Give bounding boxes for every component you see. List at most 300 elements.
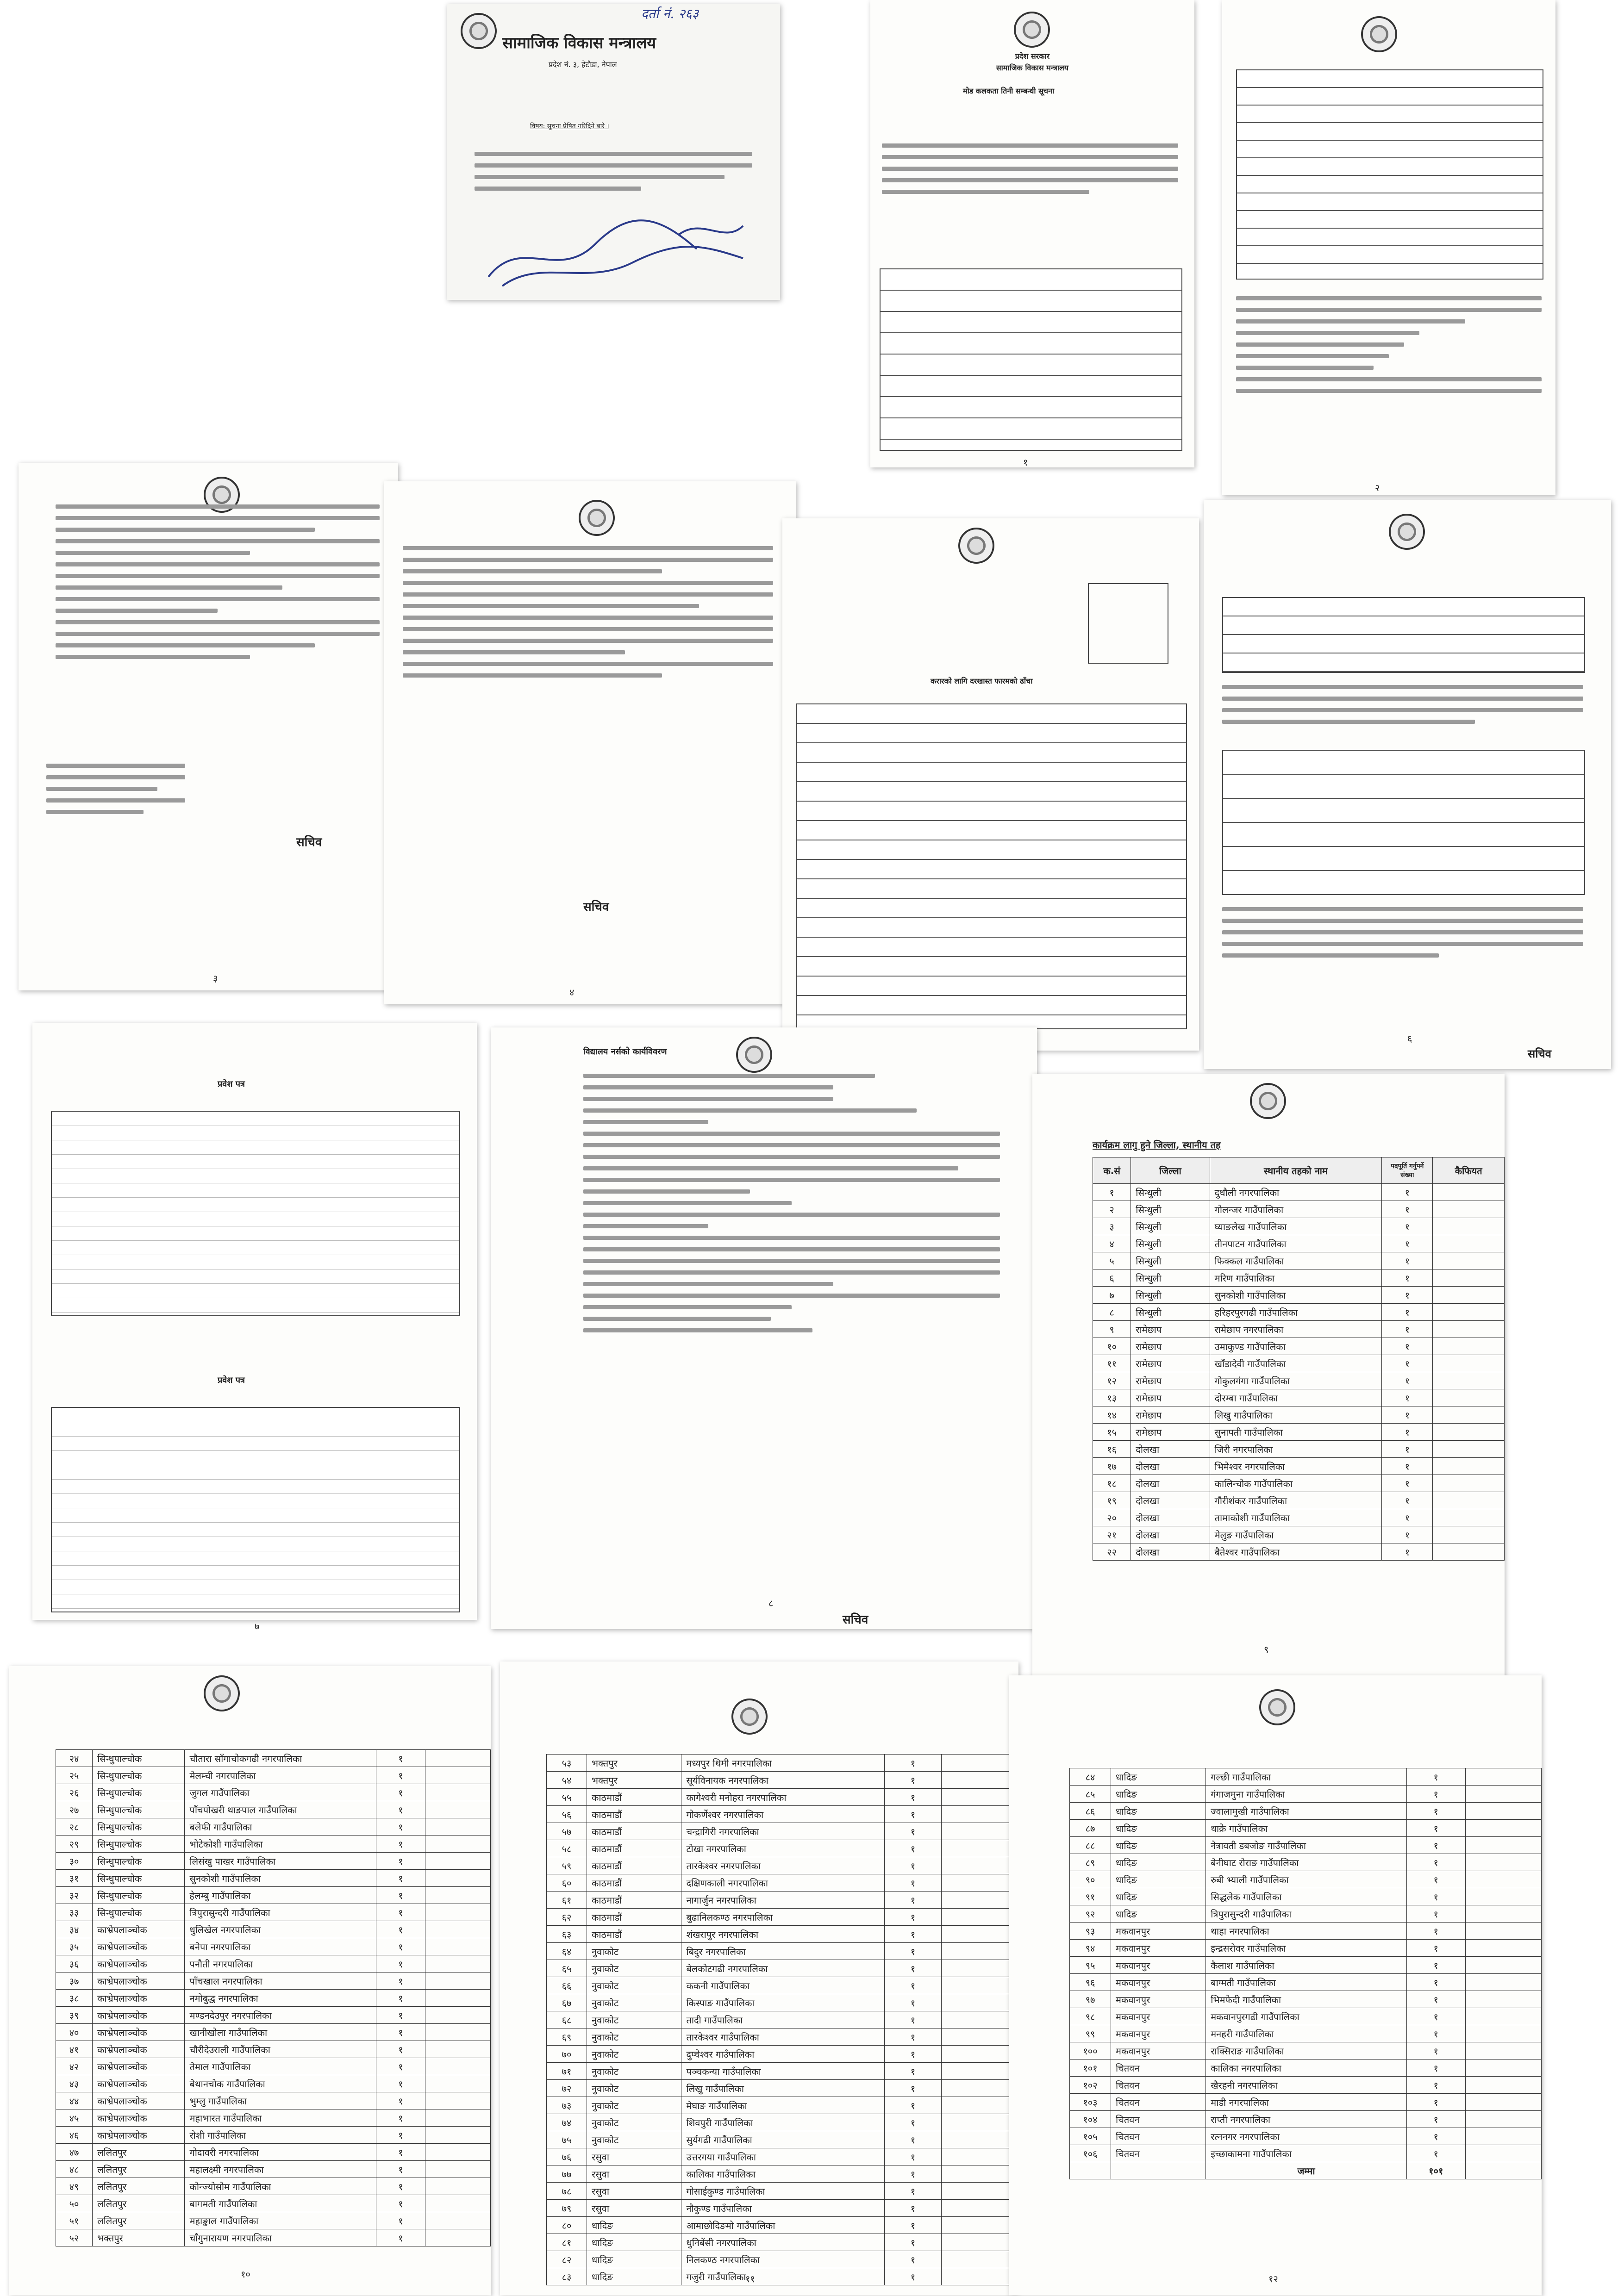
cell-district: काठमाडौं [587, 1789, 681, 1806]
cell-count: १ [1382, 1389, 1433, 1406]
cell-count: १ [1406, 1803, 1465, 1820]
table-row [1093, 1321, 1505, 1338]
cell-remarks [941, 2251, 1018, 2268]
cell-local-level: गजुरी गाउँपालिका [681, 2268, 885, 2285]
cell-remarks [425, 2075, 491, 2092]
cell-sn: ९ [1093, 1321, 1131, 1338]
cell-sn: ६८ [547, 2011, 587, 2028]
cell-remarks [941, 2114, 1018, 2131]
cell-local-level: बुढानिलकण्ठ नगरपालिका [681, 1909, 885, 1926]
cell-remarks [1465, 1854, 1541, 1871]
nepal-emblem-icon [958, 528, 994, 564]
signature-caption: सचिव [296, 835, 322, 849]
cell-count: १ [885, 1909, 942, 1926]
table-row [1093, 1406, 1505, 1424]
cell-local-level: उमाकुण्ड गाउँपालिका [1210, 1338, 1382, 1355]
cell-count: १ [1382, 1355, 1433, 1372]
cell-count: १ [1382, 1338, 1433, 1355]
cell-local-level: पञ्चकन्या गाउँपालिका [681, 2063, 885, 2080]
cell-remarks [425, 1801, 491, 1818]
cell-count: १ [885, 2183, 942, 2200]
cell-sn: ९४ [1070, 1940, 1111, 1957]
cell-district: धादिङ [1111, 1888, 1206, 1905]
cell-district: भक्तपुर [587, 1772, 681, 1789]
cell-remarks [941, 2165, 1018, 2183]
cell-district: सिन्धुपाल्चोक [93, 1887, 185, 1904]
cell-sn: ९९ [1070, 2025, 1111, 2042]
cell-count: १ [376, 1836, 425, 1853]
cell-count: १ [1406, 2077, 1465, 2094]
cell-local-level: बेनीघाट रोराङ गाउँपालिका [1206, 1854, 1407, 1871]
cell-district: सिन्धुली [1131, 1201, 1210, 1218]
cell-local-level: रुबी भ्याली गाउँपालिका [1206, 1871, 1407, 1888]
cell-district: सिन्धुली [1131, 1269, 1210, 1287]
cell-district: सिन्धुली [1131, 1287, 1210, 1304]
cell-sn: २७ [56, 1801, 93, 1818]
cell-district: काठमाडौं [587, 1857, 681, 1874]
table-row [547, 1823, 1018, 1840]
cell-local-level: चाँगुनारायण नगरपालिका [185, 2229, 376, 2246]
table-row [547, 2165, 1018, 2183]
cell-local-level: कागेश्वरी मनोहरा नगरपालिका [681, 1789, 885, 1806]
cell-sn: २० [1093, 1509, 1131, 1526]
cell-local-level: इन्द्रसरोवर गाउँपालिका [1206, 1940, 1407, 1957]
cell-district: सिन्धुपाल्चोक [93, 1818, 185, 1836]
page-number: ८ [768, 1598, 774, 1609]
cell-local-level: तीनपाटन गाउँपालिका [1210, 1235, 1382, 1252]
cell-district: नुवाकोट [587, 1960, 681, 1977]
table-row [56, 2229, 491, 2246]
table-row [1070, 1786, 1542, 1803]
cell-district: रामेछाप [1131, 1321, 1210, 1338]
cell-local-level: दक्षिणकाली नगरपालिका [681, 1874, 885, 1892]
cell-local-level: भुम्लु गाउँपालिका [185, 2092, 376, 2109]
cell-count: १ [1406, 1888, 1465, 1905]
table-row [1093, 1389, 1505, 1406]
cell-remarks [1433, 1492, 1505, 1509]
district-list-page-12 [1009, 1675, 1542, 2296]
cell-sn: ४३ [56, 2075, 93, 2092]
table-row [547, 2234, 1018, 2251]
district-table [1093, 1157, 1505, 1561]
cell-local-level: खाँडादेवी गाउँपालिका [1210, 1355, 1382, 1372]
cell-local-level: कालिन्चोक गाउँपालिका [1210, 1475, 1382, 1492]
table-row [547, 2114, 1018, 2131]
cell-remarks [941, 2011, 1018, 2028]
cell-count: १ [1406, 2060, 1465, 2077]
table-row [547, 2148, 1018, 2165]
page-number: ४ [569, 987, 575, 998]
cell-count: १ [376, 1921, 425, 1938]
cell-local-level: गल्छी गाउँपालिका [1206, 1768, 1407, 1786]
cell-sn: ३६ [56, 1955, 93, 1972]
cell-remarks [941, 2097, 1018, 2114]
cell-remarks [425, 2161, 491, 2178]
cell-sn: ५४ [547, 1772, 587, 1789]
cell-sn: ५२ [56, 2229, 93, 2246]
cell-sn: ९३ [1070, 1923, 1111, 1940]
cell-district: मकवानपुर [1111, 2042, 1206, 2060]
cell-sn: १०४ [1070, 2111, 1111, 2128]
cell-district: भक्तपुर [587, 1755, 681, 1772]
cell-local-level: सूर्यविनायक नगरपालिका [681, 1772, 885, 1789]
cell-district: काभ्रेपलाञ्चोक [93, 2007, 185, 2024]
cell-sn: १०६ [1070, 2145, 1111, 2162]
cell-district: धादिङ [587, 2268, 681, 2285]
page-number: १२ [1268, 2273, 1278, 2284]
cell-count: १ [1382, 1321, 1433, 1338]
cell-remarks [425, 1853, 491, 1870]
table-row [547, 1943, 1018, 1960]
table-row [56, 2127, 491, 2144]
cell-remarks [1433, 1424, 1505, 1441]
cell-sn: ५६ [547, 1806, 587, 1823]
cell-remarks [1465, 1974, 1541, 1991]
cell-sn: ३८ [56, 1990, 93, 2007]
cell-remarks [1433, 1372, 1505, 1389]
table-total-row [1070, 2162, 1542, 2179]
cell-district: रामेछाप [1131, 1406, 1210, 1424]
cell-sn: ९० [1070, 1871, 1111, 1888]
cell-sn: ५९ [547, 1857, 587, 1874]
cell-district: नुवाकोट [587, 2028, 681, 2046]
cell-sn: २९ [56, 1836, 93, 1853]
cell-local-level: बनेपा नगरपालिका [185, 1938, 376, 1955]
cell-count: १ [885, 1874, 942, 1892]
cell-count: १ [1382, 1441, 1433, 1458]
cell-district: ललितपुर [93, 2178, 185, 2195]
cell-local-level: बागमती गाउँपालिका [185, 2195, 376, 2212]
cell-sn: ८२ [547, 2251, 587, 2268]
cell-remarks [425, 1870, 491, 1887]
table-row [547, 2268, 1018, 2285]
cell-sn: ३५ [56, 1938, 93, 1955]
cell-local-level: तारकेश्वर गाउँपालिका [681, 2028, 885, 2046]
cell-count: १ [1406, 1871, 1465, 1888]
table-row [1070, 1854, 1542, 1871]
table-row [1093, 1509, 1505, 1526]
cell-local-level: रत्ननगर नगरपालिका [1206, 2128, 1407, 2145]
cell-local-level: पनौती नगरपालिका [185, 1955, 376, 1972]
cell-local-level: लिसंखु पाखर गाउँपालिका [185, 1853, 376, 1870]
cell-sn: १५ [1093, 1424, 1131, 1441]
cell-sn: २१ [1093, 1526, 1131, 1543]
cell-sn: १४ [1093, 1406, 1131, 1424]
table-row [56, 2195, 491, 2212]
cell-remarks [425, 1784, 491, 1801]
cell-count: १ [376, 1990, 425, 2007]
cell-sn: ८४ [1070, 1768, 1111, 1786]
cell-remarks [425, 2212, 491, 2229]
cell-district: धादिङ [587, 2251, 681, 2268]
cell-remarks [1433, 1321, 1505, 1338]
cell-count: १ [376, 2144, 425, 2161]
cell-remarks [425, 2144, 491, 2161]
cell-district: काभ्रेपलाञ्चोक [93, 1955, 185, 1972]
cell-sn: ५८ [547, 1840, 587, 1857]
letter-office-title: सामाजिक विकास मन्त्रालय [502, 34, 656, 52]
cell-count: १ [885, 2165, 942, 2183]
table-row [547, 1806, 1018, 1823]
table-row [547, 1874, 1018, 1892]
cell-count: १ [885, 2063, 942, 2080]
cell-sn: २६ [56, 1784, 93, 1801]
cell-count: १ [885, 1892, 942, 1909]
cell-local-level: उत्तरगया गाउँपालिका [681, 2148, 885, 2165]
cell-district: नुवाकोट [587, 2063, 681, 2080]
cell-local-level: धुनिबेंसी नगरपालिका [681, 2234, 885, 2251]
cell-local-level: तारकेश्वर नगरपालिका [681, 1857, 885, 1874]
cell-local-level: राक्सिराङ गाउँपालिका [1206, 2042, 1407, 2060]
cell-local-level: बेथानचोक गाउँपालिका [185, 2075, 376, 2092]
cell-local-level: नमोबुद्ध नगरपालिका [185, 1990, 376, 2007]
cell-sn: २ [1093, 1201, 1131, 1218]
table-row [1070, 2025, 1542, 2042]
nepal-emblem-icon [731, 1699, 768, 1735]
cell-sn: ३० [56, 1853, 93, 1870]
table-row [547, 2131, 1018, 2148]
cell-count: १ [1382, 1304, 1433, 1321]
cell-sn: ९७ [1070, 1991, 1111, 2008]
cell-remarks [1465, 2025, 1541, 2042]
ministry-label: सामाजिक विकास मन्त्रालय [996, 63, 1069, 72]
signature-table [1222, 750, 1585, 895]
cell-local-level: ककनी गाउँपालिका [681, 1977, 885, 1994]
cell-remarks [1433, 1543, 1505, 1561]
cell-local-level: त्रिपुरासुन्दरी गाउँपालिका [185, 1904, 376, 1921]
cell-district: धादिङ [1111, 1820, 1206, 1837]
cell-sn: ६ [1093, 1269, 1131, 1287]
table-row [547, 1840, 1018, 1857]
cell-local-level: चौतारा साँगाचोकगढी नगरपालिका [185, 1750, 376, 1767]
table-row [56, 1972, 491, 1990]
cell-remarks [1433, 1509, 1505, 1526]
table-row [547, 2251, 1018, 2268]
table-row [1070, 2111, 1542, 2128]
cell-count: १ [376, 2058, 425, 2075]
cell-count: १ [376, 2178, 425, 2195]
cell-district: ललितपुर [93, 2161, 185, 2178]
cell-sn: ५५ [547, 1789, 587, 1806]
table-row [1093, 1492, 1505, 1509]
cell-sn: ६२ [547, 1909, 587, 1926]
table-row [547, 1857, 1018, 1874]
table-row [56, 1887, 491, 1904]
table-row [1070, 2042, 1542, 2060]
cell-district: मकवानपुर [1111, 2008, 1206, 2025]
cell-remarks [425, 2195, 491, 2212]
cell-district: ललितपुर [93, 2195, 185, 2212]
cell-count: १ [376, 2109, 425, 2127]
cell-local-level: नागार्जुन नगरपालिका [681, 1892, 885, 1909]
cell-count: १ [885, 2234, 942, 2251]
cell-local-level: धुलिखेल नगरपालिका [185, 1921, 376, 1938]
table-row [56, 2092, 491, 2109]
cell-sn: ३३ [56, 1904, 93, 1921]
cell-sn: ५० [56, 2195, 93, 2212]
cell-sn: ६५ [547, 1960, 587, 1977]
cell-district: ललितपुर [93, 2212, 185, 2229]
cell-count: १ [885, 2097, 942, 2114]
application-form-page [782, 518, 1199, 1051]
cell-district: सिन्धुली [1131, 1218, 1210, 1235]
cell-local-level: इच्छाकामना गाउँपालिका [1206, 2145, 1407, 2162]
cell-sn: ३१ [56, 1870, 93, 1887]
notice-page-2 [1222, 0, 1555, 495]
cell-local-level: बलेफी गाउँपालिका [185, 1818, 376, 1836]
cell-count: १ [376, 1938, 425, 1955]
cell-remarks [1433, 1338, 1505, 1355]
cell-count: १ [376, 2041, 425, 2058]
table-row [1070, 1820, 1542, 1837]
cell-local-level: गोकर्णेश्वर नगरपालिका [681, 1806, 885, 1823]
cell-sn: ६३ [547, 1926, 587, 1943]
handwritten-stamp-number: दर्ता नं. २६३ [641, 6, 699, 21]
cell-district: भक्तपुर [93, 2229, 185, 2246]
nepal-emblem-icon [736, 1037, 772, 1073]
letter-subject: विषय: सूचना प्रेषित गरिदिने बारे । [530, 123, 609, 130]
cell-sn: ७३ [547, 2097, 587, 2114]
cell-sn: ९२ [1070, 1905, 1111, 1923]
table-row [547, 2063, 1018, 2080]
table-row [1093, 1218, 1505, 1235]
table-row [1070, 1768, 1542, 1786]
district-list-page-10 [9, 1666, 491, 2296]
cell-remarks [1433, 1184, 1505, 1201]
cell-remarks [941, 1909, 1018, 1926]
cell-local-level: निलकण्ठ नगरपालिका [681, 2251, 885, 2268]
cell-count: १ [885, 2217, 942, 2234]
cell-local-level: भिमफेदी गाउँपालिका [1206, 1991, 1407, 2008]
col-header-remarks: कैफियत [1433, 1157, 1505, 1184]
cell-local-level: मेलुङ गाउँपालिका [1210, 1526, 1382, 1543]
table-row [547, 1926, 1018, 1943]
page-number: ३ [213, 973, 218, 984]
table-row [1070, 2128, 1542, 2145]
signature-caption: सचिव [843, 1613, 868, 1627]
table-row [56, 1801, 491, 1818]
cell-district: चितवन [1111, 2094, 1206, 2111]
cell-remarks [1465, 2042, 1541, 2060]
cell-district: धादिङ [1111, 1803, 1206, 1820]
cell-local-level: पाँचखाल नगरपालिका [185, 1972, 376, 1990]
cell-remarks [941, 1892, 1018, 1909]
cell-sn: ४१ [56, 2041, 93, 2058]
cell-count: १ [885, 1755, 942, 1772]
contact-address [46, 764, 185, 821]
table-row [1093, 1355, 1505, 1372]
cell-count: १ [1406, 1974, 1465, 1991]
cell-district: मकवानपुर [1111, 2025, 1206, 2042]
cell-count: १ [376, 1801, 425, 1818]
table-row [547, 2200, 1018, 2217]
nepal-emblem-icon [204, 1675, 240, 1711]
cell-remarks [941, 1977, 1018, 1994]
table-row [547, 1960, 1018, 1977]
cell-district: सिन्धुली [1131, 1304, 1210, 1321]
cell-local-level: ज्वालामुखी गाउँपालिका [1206, 1803, 1407, 1820]
table-row [1093, 1543, 1505, 1561]
cell-district: काठमाडौं [587, 1909, 681, 1926]
cell-district: चितवन [1111, 2077, 1206, 2094]
cell-local-level: दुप्चेश्वर गाउँपालिका [681, 2046, 885, 2063]
table-row [56, 1767, 491, 1784]
page-number: ११ [745, 2273, 755, 2284]
table-row [1093, 1201, 1505, 1218]
table-row [56, 1904, 491, 1921]
notice-page-3 [19, 463, 398, 990]
cell-district: धादिङ [1111, 1854, 1206, 1871]
table-row [547, 1772, 1018, 1789]
cell-local-level: तामाकोशी गाउँपालिका [1210, 1509, 1382, 1526]
cell-local-level: लिखु गाउँपालिका [1210, 1406, 1382, 1424]
col-header-district: जिल्ला [1131, 1157, 1210, 1184]
notice-page-1 [870, 0, 1194, 467]
table-row [1070, 2094, 1542, 2111]
cell-count: १ [885, 1977, 942, 1994]
table-row [547, 2028, 1018, 2046]
cell-local-level: गंगाजमुना गाउँपालिका [1206, 1786, 1407, 1803]
photo-box [1088, 583, 1168, 664]
cell-local-level: खैरहनी नगरपालिका [1206, 2077, 1407, 2094]
cell-count: १ [1406, 1786, 1465, 1803]
total-label: जम्मा [1206, 2162, 1407, 2179]
cell-remarks [941, 2046, 1018, 2063]
declaration-text [1222, 685, 1583, 731]
cell-count: १ [885, 1789, 942, 1806]
district-table [546, 1754, 1018, 2285]
cell-district: काभ्रेपलाञ्चोक [93, 2092, 185, 2109]
cell-count: १ [376, 2024, 425, 2041]
cell-count: १ [376, 1853, 425, 1870]
table-row [1070, 2060, 1542, 2077]
cell-count: १ [376, 2092, 425, 2109]
cell-count: १ [376, 2212, 425, 2229]
cell-sn: २२ [1093, 1543, 1131, 1561]
cell-local-level: सुनकोशी गाउँपालिका [185, 1870, 376, 1887]
cell-district: नुवाकोट [587, 2080, 681, 2097]
cell-local-level: कालिका नगरपालिका [1206, 2060, 1407, 2077]
cell-count: १ [885, 1994, 942, 2011]
table-row [547, 2011, 1018, 2028]
cell-district: काभ्रेपलाञ्चोक [93, 1938, 185, 1955]
cell-district: धादिङ [1111, 1786, 1206, 1803]
cell-district: नुवाकोट [587, 1977, 681, 1994]
cell-remarks [425, 1990, 491, 2007]
cell-count: १ [1406, 2111, 1465, 2128]
cell-remarks [1433, 1526, 1505, 1543]
cell-district: नुवाकोट [587, 2046, 681, 2063]
cell-count: १ [885, 2268, 942, 2285]
notice-table [880, 268, 1182, 451]
cell-sn: १२ [1093, 1372, 1131, 1389]
cell-sn: १०२ [1070, 2077, 1111, 2094]
cell-district: काभ्रेपलाञ्चोक [93, 2109, 185, 2127]
table-row [547, 2080, 1018, 2097]
cell-district: मकवानपुर [1111, 1923, 1206, 1940]
cell-remarks [1465, 1803, 1541, 1820]
table-row [56, 1990, 491, 2007]
cell-district: सिन्धुपाल्चोक [93, 1870, 185, 1887]
job-description-page [491, 1027, 1037, 1629]
cell-sn: ८३ [547, 2268, 587, 2285]
cell-remarks [425, 1887, 491, 1904]
page-number: ९ [1264, 1644, 1269, 1655]
cell-remarks [941, 2028, 1018, 2046]
cell-local-level: मेलम्ची नगरपालिका [185, 1767, 376, 1784]
table-row [1070, 2008, 1542, 2025]
cell-sn: ९५ [1070, 1957, 1111, 1974]
